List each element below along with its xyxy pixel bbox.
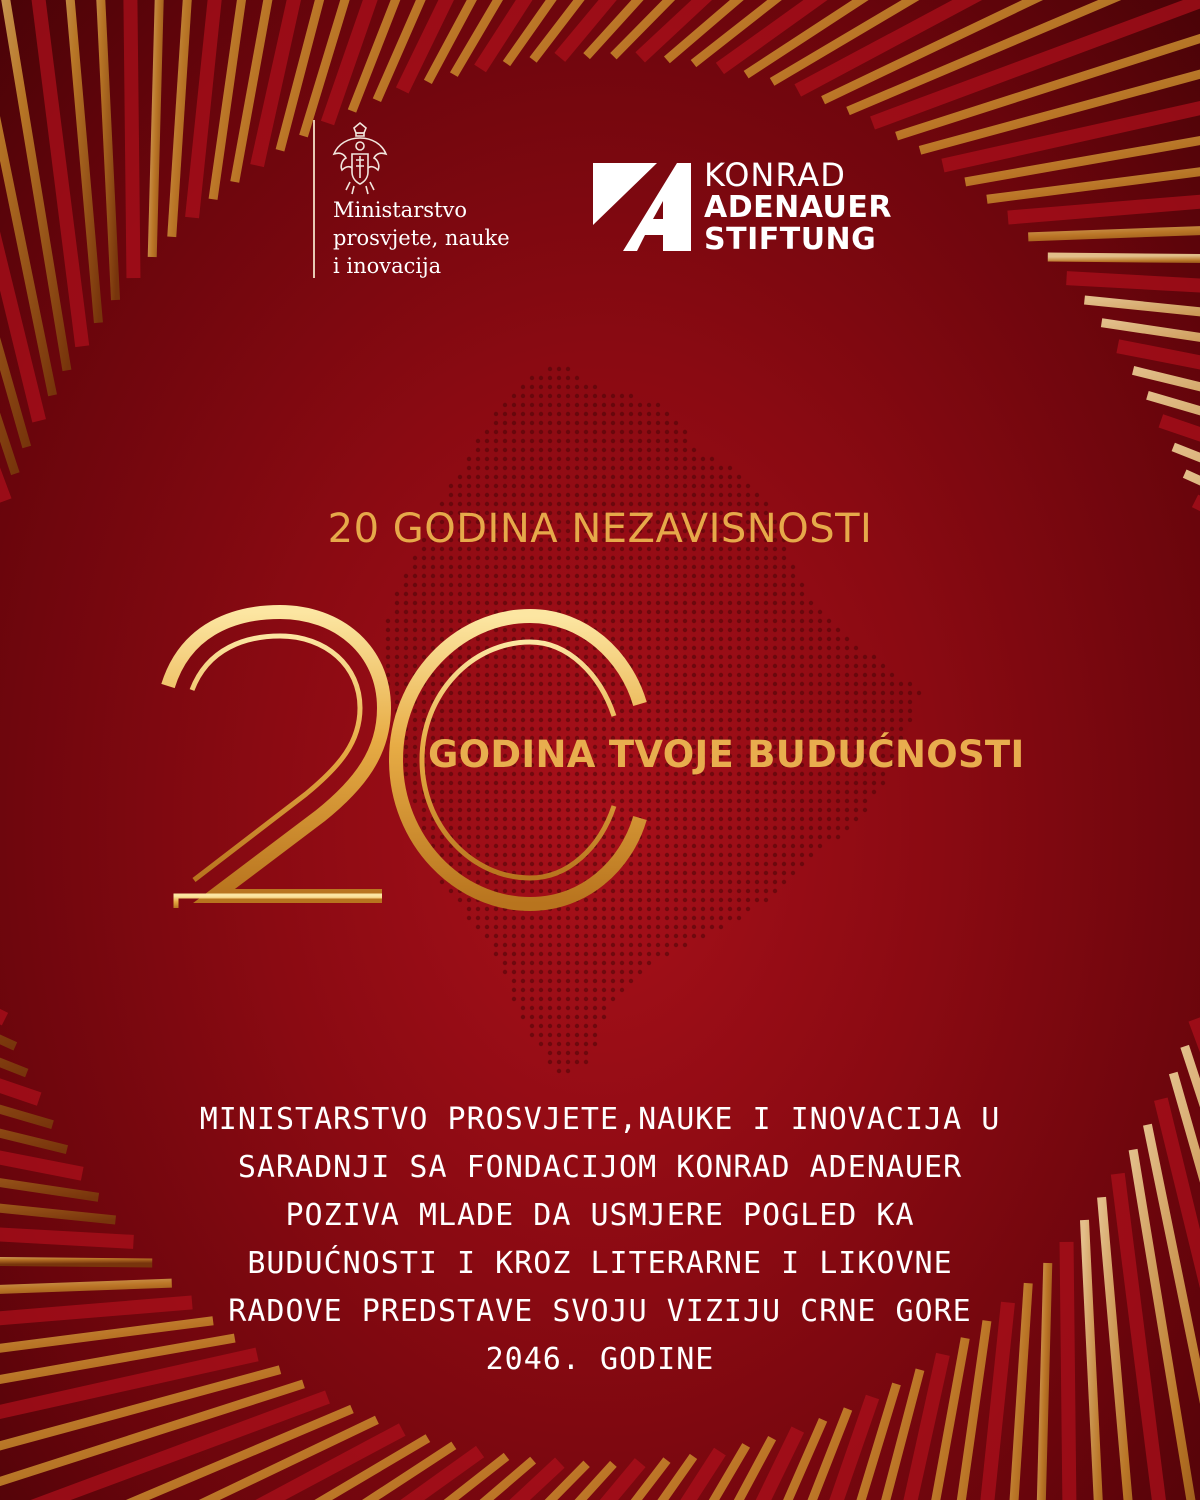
announcement-line-1: MINISTARSTVO PROSVJETE,NAUKE I INOVACIJA U bbox=[199, 1102, 1001, 1137]
announcement-line-5: RADOVE PREDSTAVE SVOJU VIZIJU CRNE GORE bbox=[228, 1294, 972, 1329]
kas-line-2: ADENAUER bbox=[704, 190, 892, 225]
subheading: GODINA TVOJE BUDUĆNOSTI bbox=[428, 733, 1025, 776]
announcement-line-6: 2046. GODINE bbox=[485, 1342, 715, 1377]
kas-line-3: STIFTUNG bbox=[704, 222, 877, 257]
ministry-name-line-1: Ministarstvo bbox=[333, 198, 467, 222]
announcement-text bbox=[130, 1096, 1070, 1384]
kas-line-1: KONRAD bbox=[704, 156, 846, 194]
announcement-line-2: SARADNJI SA FONDACIJOM KONRAD ADENAUER bbox=[237, 1150, 963, 1185]
announcement-line-4: BUDUĆNOSTI I KROZ LITERARNE I LIKOVNE bbox=[247, 1246, 953, 1281]
ministry-name-line-3: i inovacija bbox=[333, 254, 442, 278]
heading: 20 GODINA NEZAVISNOSTI bbox=[327, 506, 873, 552]
ministry-name-line-2: prosvjete, nauke bbox=[333, 226, 510, 250]
announcement-line-3: POZIVA MLADE DA USMJERE POGLED KA bbox=[285, 1198, 915, 1233]
